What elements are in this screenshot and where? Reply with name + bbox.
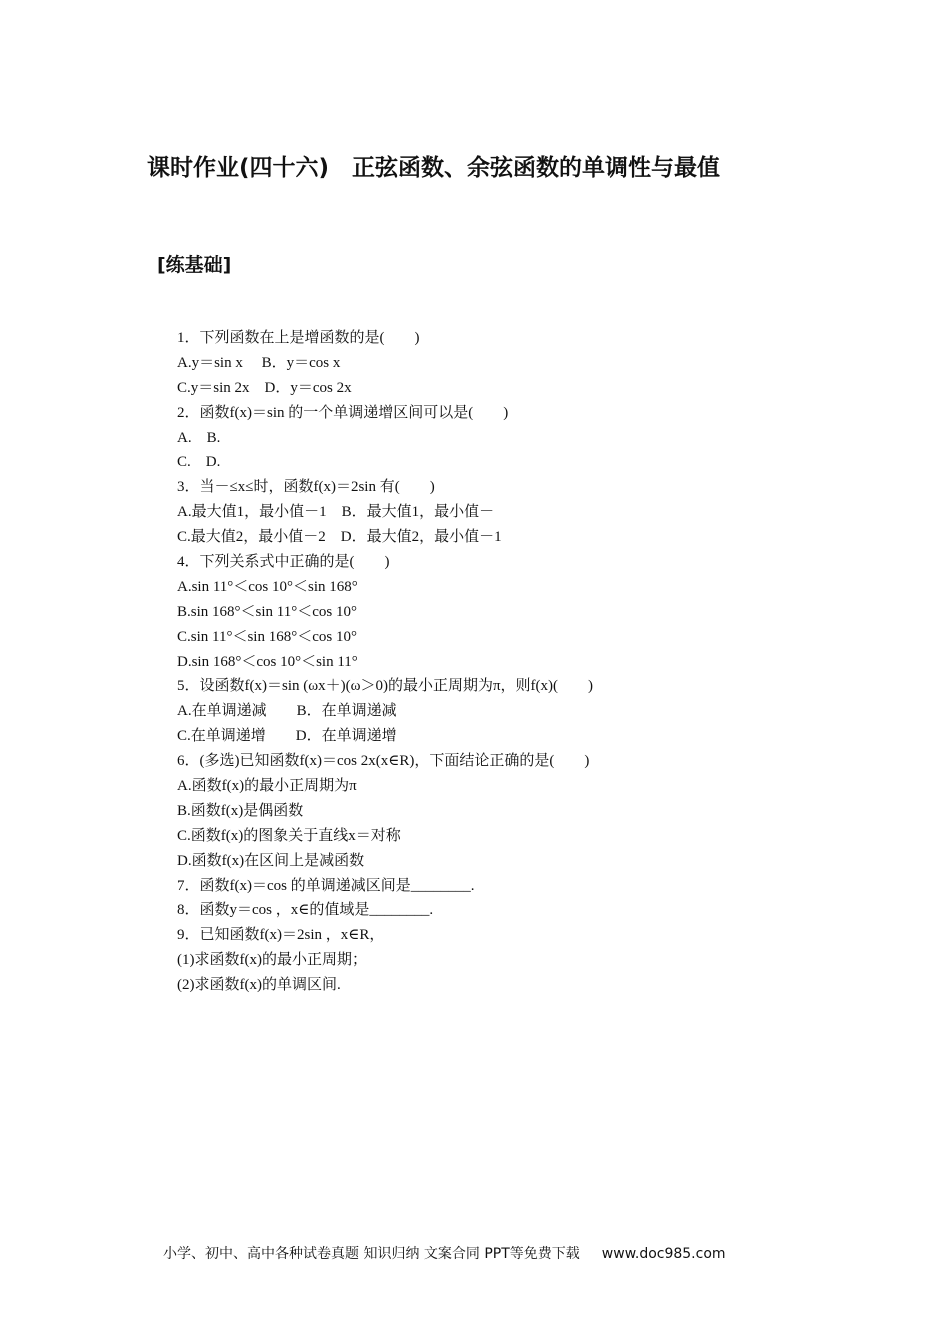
question-line: C.最大值2，最小值－2 D．最大值2，最小值－1 [177, 529, 502, 546]
question-line: B.函数f(x)是偶函数 [177, 802, 304, 819]
question-line: 5．设函数f(x)＝sin (ωx＋)(ω＞0)的最小正周期为π，则f(x)( ) [177, 678, 594, 695]
question-line: 3．当－≤x≤时，函数f(x)＝2sin 有( ) [177, 479, 435, 496]
question-line: C.在单调递增 D．在单调递增 [177, 728, 397, 745]
question-line: (1)求函数f(x)的最小正周期； [177, 952, 367, 969]
question-line: A.函数f(x)的最小正周期为π [177, 778, 357, 795]
question-line: 2．函数f(x)＝sin 的一个单调递增区间可以是( ) [177, 404, 509, 421]
question-line: A.sin 11°＜cos 10°＜sin 168° [177, 578, 358, 595]
question-line: C.函数f(x)的图象关于直线x＝对称 [177, 827, 401, 844]
question-line: 7．函数f(x)＝cos 的单调递减区间是________. [177, 877, 475, 894]
question-line: 8．函数y＝cos ，x∈的值域是________. [177, 902, 434, 919]
question-line: A.y＝sin x B．y＝cos x [177, 354, 341, 371]
question-line: B.sin 168°＜sin 11°＜cos 10° [177, 603, 357, 620]
question-line: C.sin 11°＜sin 168°＜cos 10° [177, 628, 357, 645]
question-line: A.在单调递减 B．在单调递减 [177, 703, 397, 720]
question-line: 1．下列函数在上是增函数的是( ) [177, 330, 420, 346]
question-line: 4．下列关系式中正确的是( ) [177, 554, 390, 571]
question-line: C.y＝sin 2x D．y＝cos 2x [177, 379, 352, 396]
footer-text: 小学、初中、高中各种试卷真题 知识归纳 文案合同 PPT等免费下载 [163, 1246, 580, 1262]
question-line: D.sin 168°＜cos 10°＜sin 11° [177, 653, 358, 670]
question-line: 9．已知函数f(x)＝2sin ，x∈R， [177, 927, 385, 944]
question-line: (2)求函数f(x)的单调区间. [177, 977, 341, 994]
question-line: A.最大值1，最小值－1 B．最大值1，最小值－ [177, 504, 495, 521]
footer-url[interactable]: www.doc985.com [601, 1246, 726, 1262]
question-line: 6．(多选)已知函数f(x)＝cos 2x(x∈R)，下面结论正确的是( ) [177, 753, 590, 770]
question-list [177, 326, 817, 998]
question-line: A. B. [177, 429, 221, 446]
page-title: 课时作业(四十六) 正弦函数、余弦函数的单调性与最值 [147, 155, 721, 181]
section-heading: [练基础] [157, 254, 232, 276]
question-line: C. D. [177, 454, 221, 471]
question-line: D.函数f(x)在区间上是减函数 [177, 852, 365, 869]
footer [163, 1242, 863, 1266]
